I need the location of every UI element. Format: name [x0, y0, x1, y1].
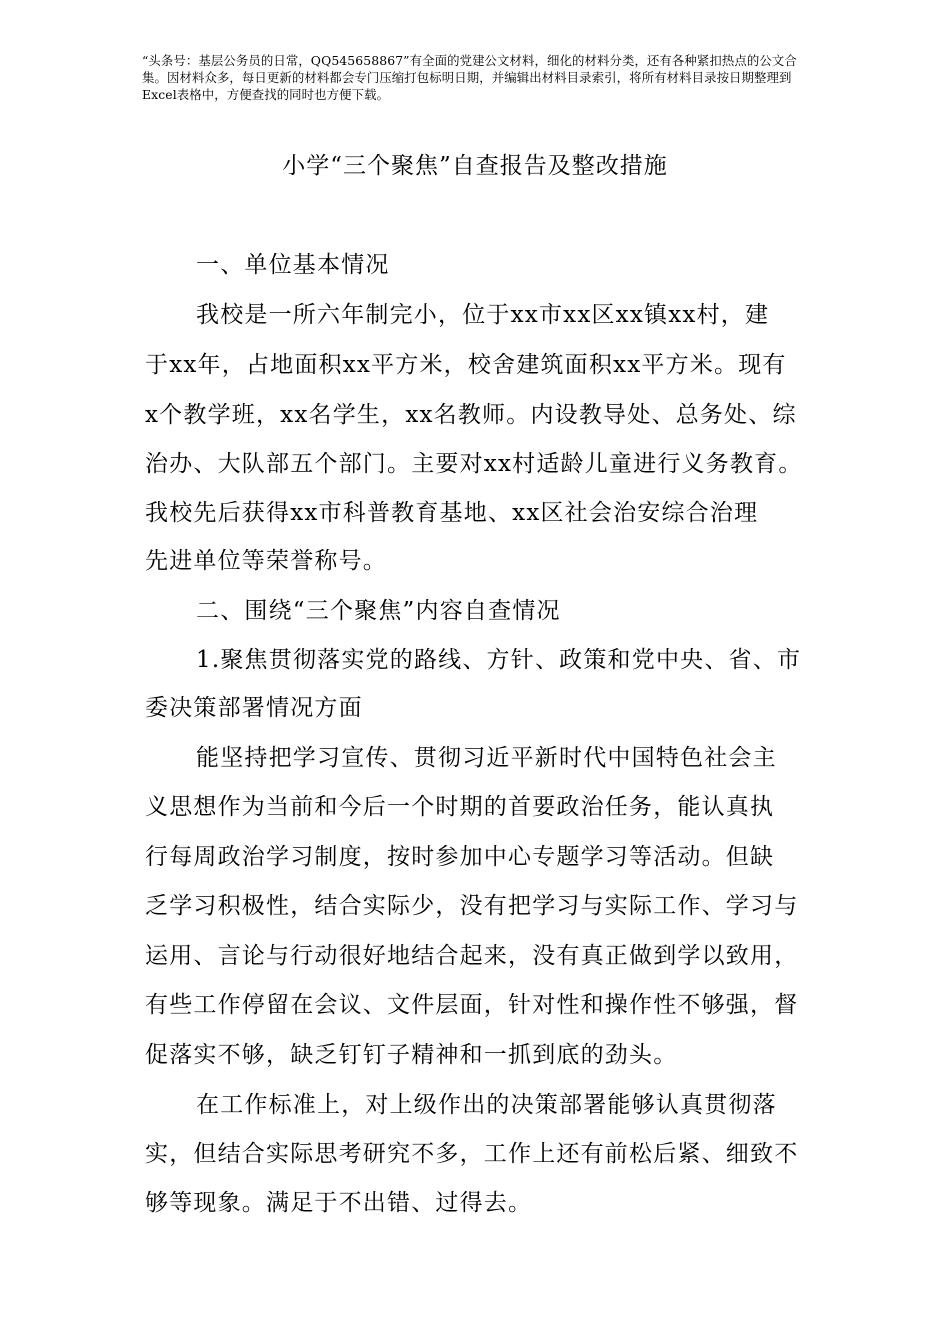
paragraph-line: 在工作标准上，对上级作出的决策部署能够认真贯彻落 [196, 1092, 777, 1118]
paragraph-line: 能坚持把学习宣传、贯彻习近平新时代中国特色社会主 [196, 745, 777, 771]
paragraph-line: x个教学班，xx名学生，xx名教师。内设教导处、总务处、综 [145, 402, 797, 428]
section-heading-2: 二、围绕“三个聚焦”内容自查情况 [196, 598, 561, 624]
paragraph-line: 运用、言论与行动很好地结合起来，没有真正做到学以致用， [145, 943, 799, 969]
paragraph-line: 促落实不够，缺乏钉钉子精神和一抓到底的劲头。 [145, 1042, 678, 1068]
paragraph-line: 实，但结合实际思考研究不多，工作上还有前松后紧、细致不 [145, 1141, 799, 1167]
header-note: “头条号：基层公务员的日常，QQ545658867”有全面的党建公文材料，细化的材料分类，还有各种紧扣热点的公文合集。因材料众多，每日更新的材料都会专门压缩打包标明日期，并编辑出材料目录索引，将所有材料目录按日期整理到Excel表格中，方便查找的同时也方便下载。 [142, 53, 797, 102]
document-title: 小学“三个聚焦”自查报告及整改措施 [282, 153, 668, 179]
subheading-line: 1.聚焦贯彻落实党的路线、方针、政策和党中央、省、市 [196, 647, 802, 673]
paragraph-line: 治办、大队部五个部门。主要对xx村适龄儿童进行义务教育。 [145, 451, 803, 477]
paragraph-line: 我校先后获得xx市科普教育基地、xx区社会治安综合治理 [145, 500, 759, 526]
paragraph-line: 有些工作停留在会议、文件层面，针对性和操作性不够强，督 [145, 992, 799, 1018]
paragraph-line: 义思想作为当前和今后一个时期的首要政治任务，能认真执 [145, 794, 775, 820]
section-heading-1: 一、单位基本情况 [196, 252, 390, 278]
paragraph-line: 先进单位等荣誉称号。 [145, 548, 387, 574]
paragraph-line: 于xx年，占地面积xx平方米，校舍建筑面积xx平方米。现有 [145, 352, 787, 378]
paragraph-line: 够等现象。满足于不出错、过得去。 [145, 1190, 533, 1216]
subheading-line: 委决策部署情况方面 [145, 695, 363, 721]
paragraph-line: 行每周政治学习制度，按时参加中心专题学习等活动。但缺 [145, 844, 775, 870]
paragraph-line: 我校是一所六年制完小，位于xx市xx区xx镇xx村，建 [196, 302, 770, 328]
paragraph-line: 乏学习积极性，结合实际少，没有把学习与实际工作、学习与 [145, 893, 799, 919]
